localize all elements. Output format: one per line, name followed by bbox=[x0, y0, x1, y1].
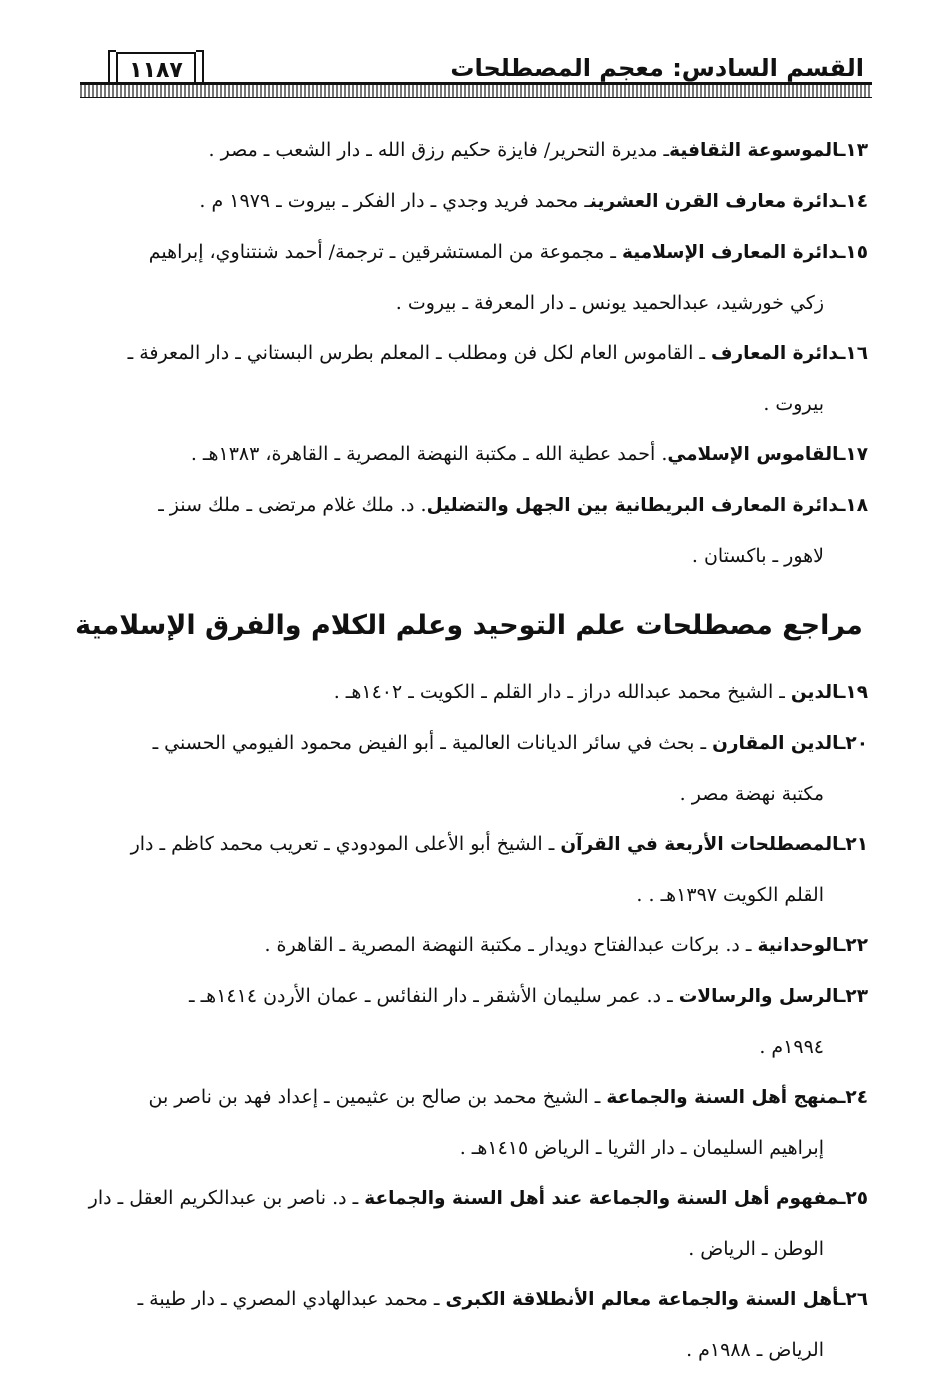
entry-title: الدين المقارن bbox=[712, 733, 840, 754]
reference-entry bbox=[70, 1072, 868, 1173]
reference-entry bbox=[70, 1173, 868, 1274]
entry-title: دائرة المعارف bbox=[711, 343, 840, 364]
entry-number: ١٧ـ bbox=[839, 444, 868, 465]
entry-number: ٢١ـ bbox=[839, 834, 868, 855]
entry-continuation: بيروت . bbox=[763, 393, 824, 415]
entry-title: أهل السنة والجماعة معالم الأنطلاقة الكبرى bbox=[445, 1289, 840, 1310]
entry-number: ١٦ـ bbox=[839, 343, 868, 364]
entry-continuation: إبراهيم السليمان ـ دار الثريا ـ الرياض ١٤١٥هـ . bbox=[459, 1137, 824, 1159]
entry-title: الدين bbox=[790, 682, 840, 703]
entry-title: مفهوم أهل السنة والجماعة عند أهل السنة والجماعة bbox=[364, 1188, 840, 1209]
references-list-a bbox=[70, 125, 868, 581]
page-content bbox=[70, 125, 868, 1375]
page-header bbox=[100, 48, 872, 98]
entry-number: ٢٣ـ bbox=[839, 986, 868, 1007]
page-number: ١١٨٧ bbox=[116, 52, 196, 88]
entry-number: ٢٦ـ bbox=[839, 1289, 868, 1310]
entry-details: ـ د. عمر سليمان الأشقر ـ دار النفائس ـ عمان الأردن ١٤١٤هـ ـ bbox=[189, 985, 679, 1007]
entry-details: ـ محمد عبدالهادي المصري ـ دار طيبة ـ bbox=[137, 1288, 446, 1310]
reference-entry bbox=[70, 227, 868, 328]
entry-details: . أحمد عطية الله ـ مكتبة النهضة المصرية ـ القاهرة، ١٣٨٣هـ . bbox=[190, 443, 668, 465]
entry-details: . د. ملك غلام مرتضى ـ ملك سنز ـ bbox=[158, 494, 427, 516]
entry-details: ـ مديرة التحرير/ فايزة حكيم رزق الله ـ دار الشعب ـ مصر . bbox=[208, 139, 670, 161]
entry-continuation: الوطن ـ الرياض . bbox=[688, 1238, 824, 1260]
entry-details: ـ الشيخ محمد عبدالله دراز ـ دار القلم ـ الكويت ـ ١٤٠٢هـ . bbox=[333, 681, 791, 703]
reference-entry bbox=[70, 480, 868, 581]
reference-entry bbox=[70, 125, 868, 176]
reference-entry bbox=[70, 176, 868, 227]
entry-title: القاموس الإسلامي bbox=[667, 444, 840, 465]
reference-entry bbox=[70, 819, 868, 920]
entry-title: دائرة المعارف الإسلامية bbox=[621, 242, 840, 263]
entry-details: ـ القاموس العام لكل فن ومطلب ـ المعلم بطرس البستاني ـ دار المعرفة ـ bbox=[127, 342, 711, 364]
entry-continuation: القلم الكويت ١٣٩٧هـ . . bbox=[636, 884, 824, 906]
entry-title: الوحدانية bbox=[757, 935, 840, 956]
reference-entry bbox=[70, 429, 868, 480]
reference-entry bbox=[70, 971, 868, 1072]
entry-number: ٢٥ـ bbox=[839, 1188, 868, 1209]
entry-details: ـ د. ناصر بن عبدالكريم العقل ـ دار bbox=[88, 1187, 365, 1209]
entry-title: منهج أهل السنة والجماعة bbox=[606, 1087, 840, 1108]
entry-details: ـ د. بركات عبدالفتاح دويدار ـ مكتبة النهضة المصرية ـ القاهرة . bbox=[264, 934, 758, 956]
entry-number: ١٨ـ bbox=[839, 495, 868, 516]
header-rule bbox=[80, 82, 872, 98]
reference-entry bbox=[70, 920, 868, 971]
entry-details: ـ الشيخ أبو الأعلى المودودي ـ تعريب محمد كاظم ـ دار bbox=[130, 833, 561, 855]
section-heading: مراجع مصطلحات علم التوحيد وعلم الكلام والفرق الإسلامية bbox=[75, 610, 863, 641]
entry-continuation: زكي خورشيد، عبدالحميد يونس ـ دار المعرفة ـ بيروت . bbox=[395, 292, 824, 314]
entry-number: ٢٠ـ bbox=[839, 733, 868, 754]
reference-entry bbox=[70, 1274, 868, 1375]
entry-continuation: لاهور ـ باكستان . bbox=[691, 545, 824, 567]
entry-number: ١٤ـ bbox=[839, 191, 868, 212]
entry-title: الرسل والرسالات bbox=[678, 986, 840, 1007]
entry-details: ـ الشيخ محمد بن صالح بن عثيمين ـ إعداد فهد بن ناصر بن bbox=[148, 1086, 607, 1108]
entry-details: ـ بحث في سائر الديانات العالمية ـ أبو الفيض محمود الفيومي الحسني ـ bbox=[152, 732, 713, 754]
entry-number: ٢٤ـ bbox=[839, 1087, 868, 1108]
entry-title: المصطلحات الأربعة في القرآن bbox=[560, 834, 840, 855]
entry-title: دائرة معارف القرن العشرين bbox=[589, 191, 840, 212]
reference-entry bbox=[70, 328, 868, 429]
entry-continuation: مكتبة نهضة مصر . bbox=[679, 783, 824, 805]
entry-number: ٢٢ـ bbox=[839, 935, 868, 956]
entry-title: دائرة المعارف البريطانية بين الجهل والتضليل bbox=[426, 495, 840, 516]
running-header-title: القسم السادس: معجم المصطلحات bbox=[450, 54, 864, 82]
entry-continuation: ١٩٩٤م . bbox=[759, 1036, 824, 1058]
entry-number: ١٥ـ bbox=[839, 242, 868, 263]
reference-entry bbox=[70, 718, 868, 819]
entry-title: الموسوعة الثقافية bbox=[669, 140, 840, 161]
entry-number: ١٩ـ bbox=[839, 682, 868, 703]
entry-number: ١٣ـ bbox=[839, 140, 868, 161]
references-list-b bbox=[70, 667, 868, 1375]
reference-entry bbox=[70, 667, 868, 718]
entry-details: ـ مجموعة من المستشرقين ـ ترجمة/ أحمد شنتناوي، إبراهيم bbox=[148, 241, 622, 263]
entry-details: ـ محمد فريد وجدي ـ دار الفكر ـ بيروت ـ ١٩٧٩ م . bbox=[199, 190, 590, 212]
entry-continuation: الرياض ـ ١٩٨٨م . bbox=[686, 1339, 824, 1361]
